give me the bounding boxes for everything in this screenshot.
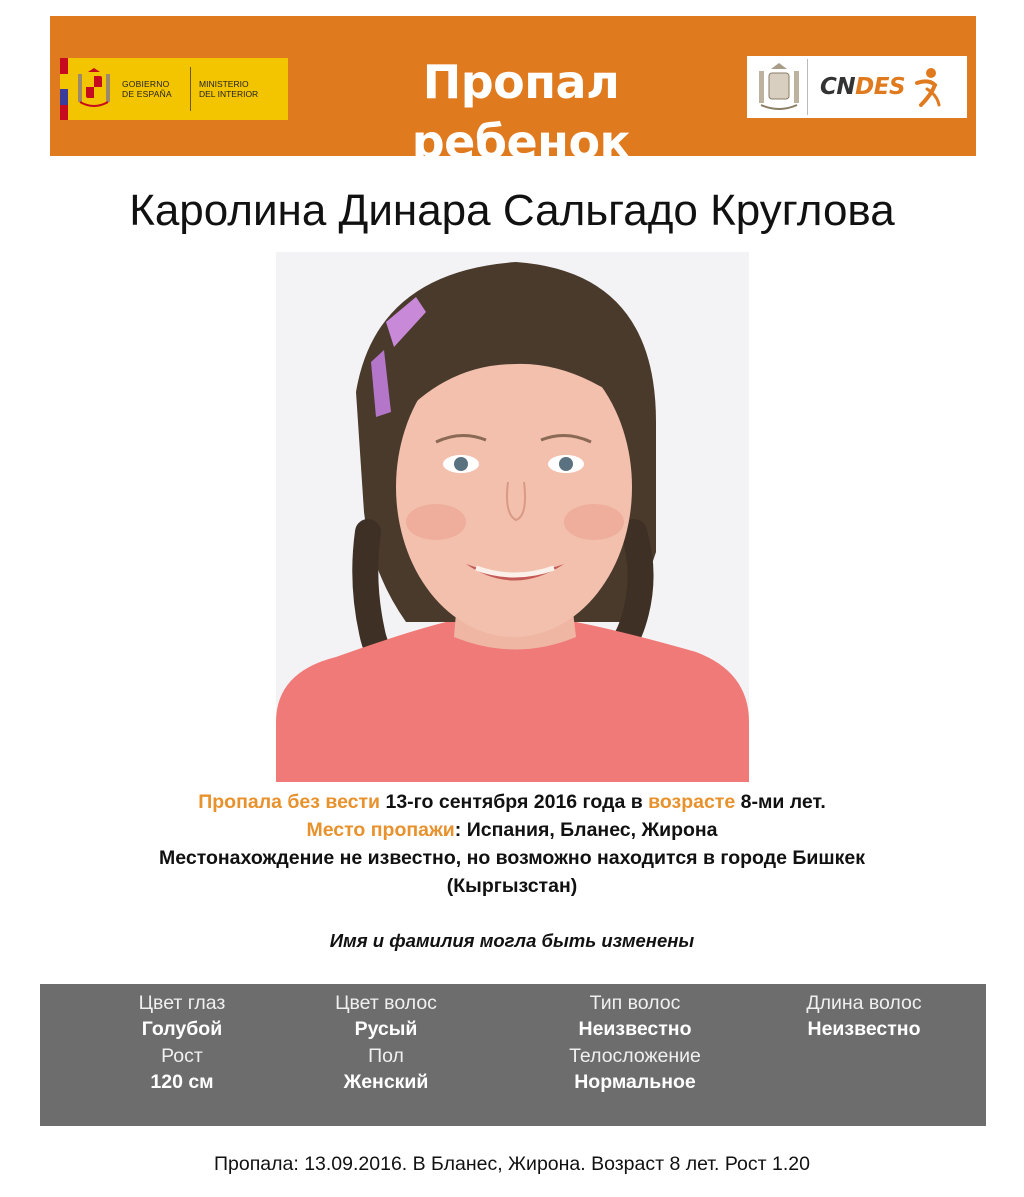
child-photo xyxy=(276,252,749,782)
stats-column-hair-type xyxy=(515,990,755,1096)
running-figure-icon xyxy=(909,65,943,109)
hair-length-label: Длина волос xyxy=(806,992,922,1014)
place-line xyxy=(0,816,1024,844)
disappearance-line xyxy=(0,788,1024,816)
eye-color-value: Голубой xyxy=(141,1018,223,1040)
header-banner xyxy=(50,16,976,169)
government-logo xyxy=(60,58,288,120)
description-panel xyxy=(40,984,986,1126)
cndes-logo xyxy=(747,56,967,118)
location-country-line: (Кыргызстан) xyxy=(446,875,578,897)
place-text: : Испания, Бланес, Жирона xyxy=(454,819,718,841)
eye-color-label: Цвет глаз xyxy=(138,992,226,1014)
sex-value: Женский xyxy=(343,1071,429,1093)
missing-label: Пропала без вести xyxy=(198,791,381,813)
coat-of-arms-icon xyxy=(751,59,808,115)
missing-date-text: 13-го сентября 2016 года в xyxy=(380,791,649,813)
hair-type-label: Тип волос xyxy=(589,992,681,1014)
cndes-wordmark: CNDES xyxy=(820,74,906,100)
stats-column-hair-length xyxy=(744,990,984,1043)
poster-title: Пропал ребенок xyxy=(411,55,631,169)
ministry-label: MINISTERIO DEL INTERIOR xyxy=(199,79,259,99)
hair-length-value: Неизвестно xyxy=(807,1018,921,1040)
age-label: возрасте xyxy=(648,791,736,813)
build-value: Нормальное xyxy=(574,1071,696,1093)
stats-column-hair-color xyxy=(266,990,506,1096)
spain-flag-strip xyxy=(60,58,68,120)
government-label: GOBIERNO DE ESPAÑA xyxy=(122,79,172,99)
logo-divider xyxy=(190,67,191,111)
coat-of-arms-icon xyxy=(74,66,114,112)
age-text: 8-ми лет. xyxy=(735,791,826,813)
place-label: Место пропажи xyxy=(306,819,455,841)
location-line: Местонахождение не известно, но возможно находится в городе Бишкек xyxy=(159,847,865,869)
height-value: 120 см xyxy=(150,1071,214,1093)
hair-color-label: Цвет волос xyxy=(335,992,437,1014)
sex-label: Пол xyxy=(368,1045,404,1067)
portrait-illustration xyxy=(276,252,749,782)
build-label: Телосложение xyxy=(569,1045,701,1067)
height-label: Рост xyxy=(161,1045,203,1067)
missing-child-name: Каролина Динара Сальгадо Круглова xyxy=(129,186,895,235)
hair-type-value: Неизвестно xyxy=(578,1018,692,1040)
name-change-note: Имя и фамилия могла быть изменены xyxy=(329,930,695,951)
summary-footer: Пропала: 13.09.2016. В Бланес, Жирона. Возраст 8 лет. Рост 1.20 xyxy=(214,1153,810,1175)
hair-color-value: Русый xyxy=(354,1018,418,1040)
